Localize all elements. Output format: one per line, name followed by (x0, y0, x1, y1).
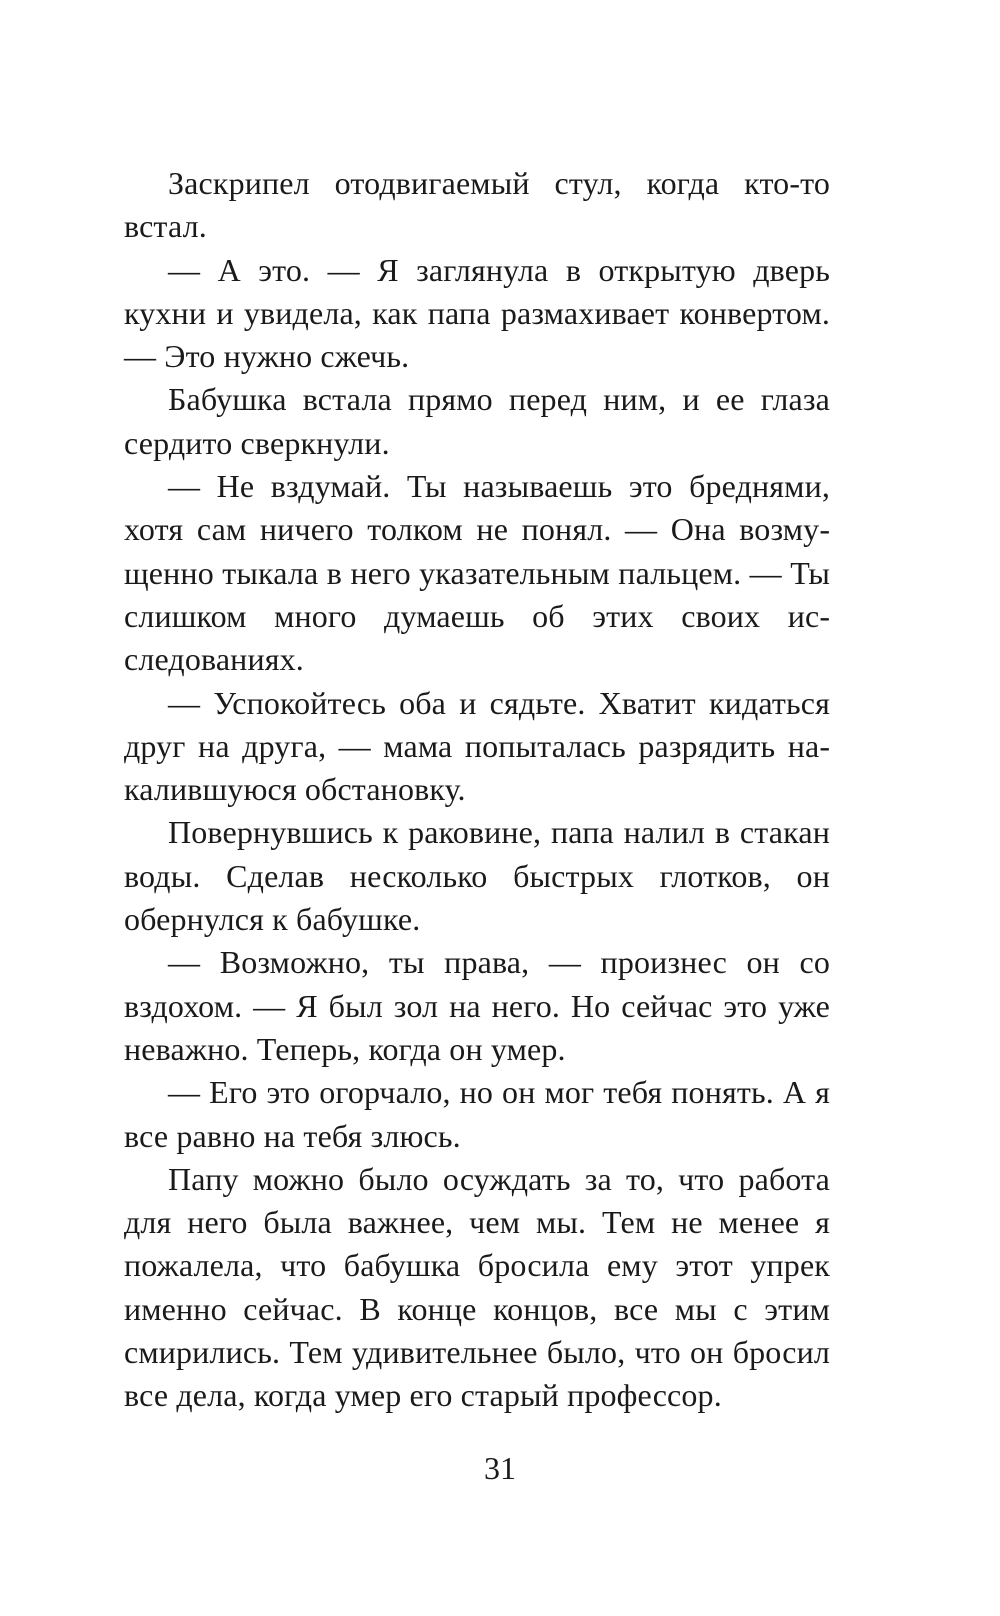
paragraph: — Успокойтесь оба и сядьте. Хватит кидаться друг на друга, — мама попыталась разрядить накалившуюся обстановку. (124, 684, 830, 808)
page-number: 31 (484, 1450, 516, 1486)
paragraph: Папу можно было осуждать за то, что работа для него была важнее, чем мы. Тем не менее я пожалела, что бабушка бросила ему этот упрек именно сейчас. В конце концов, все мы с этим смирились. Тем удивительнее было, что он бросил все дела, когда умер его старый профессор. (124, 1160, 830, 1414)
paragraph: Повернувшись к раковине, папа налил в стакан воды. Сделав несколько быстрых глотков, он обернулся к бабушке. (124, 814, 830, 938)
paragraph: — Не вздумай. Ты называешь это бреднями, хотя сам ничего толком не понял. — Она возмущенно тыкала в него указательным пальцем. — Ты слишком много думаешь об этих своих исследованиях. (124, 468, 830, 678)
paragraph: — Возможно, ты права, — произнес он со вздохом. — Я был зол на него. Но сейчас это уже неважно. Теперь, когда он умер. (124, 944, 830, 1067)
paragraph: Бабушка встала прямо перед ним, и ее глаза сердито сверкнули. (124, 381, 830, 461)
paragraph: — Его это огорчало, но он мог тебя понять. А я все равно на тебя злюсь. (124, 1074, 830, 1154)
body-text (124, 162, 830, 1418)
paragraph: — А это. — Я заглянула в открытую дверь кухни и увидела, как папа размахивает конвертом. — Это нужно сжечь. (124, 251, 830, 375)
paragraph: Заскрипел отодвигаемый стул, когда кто-то встал. (124, 165, 830, 245)
